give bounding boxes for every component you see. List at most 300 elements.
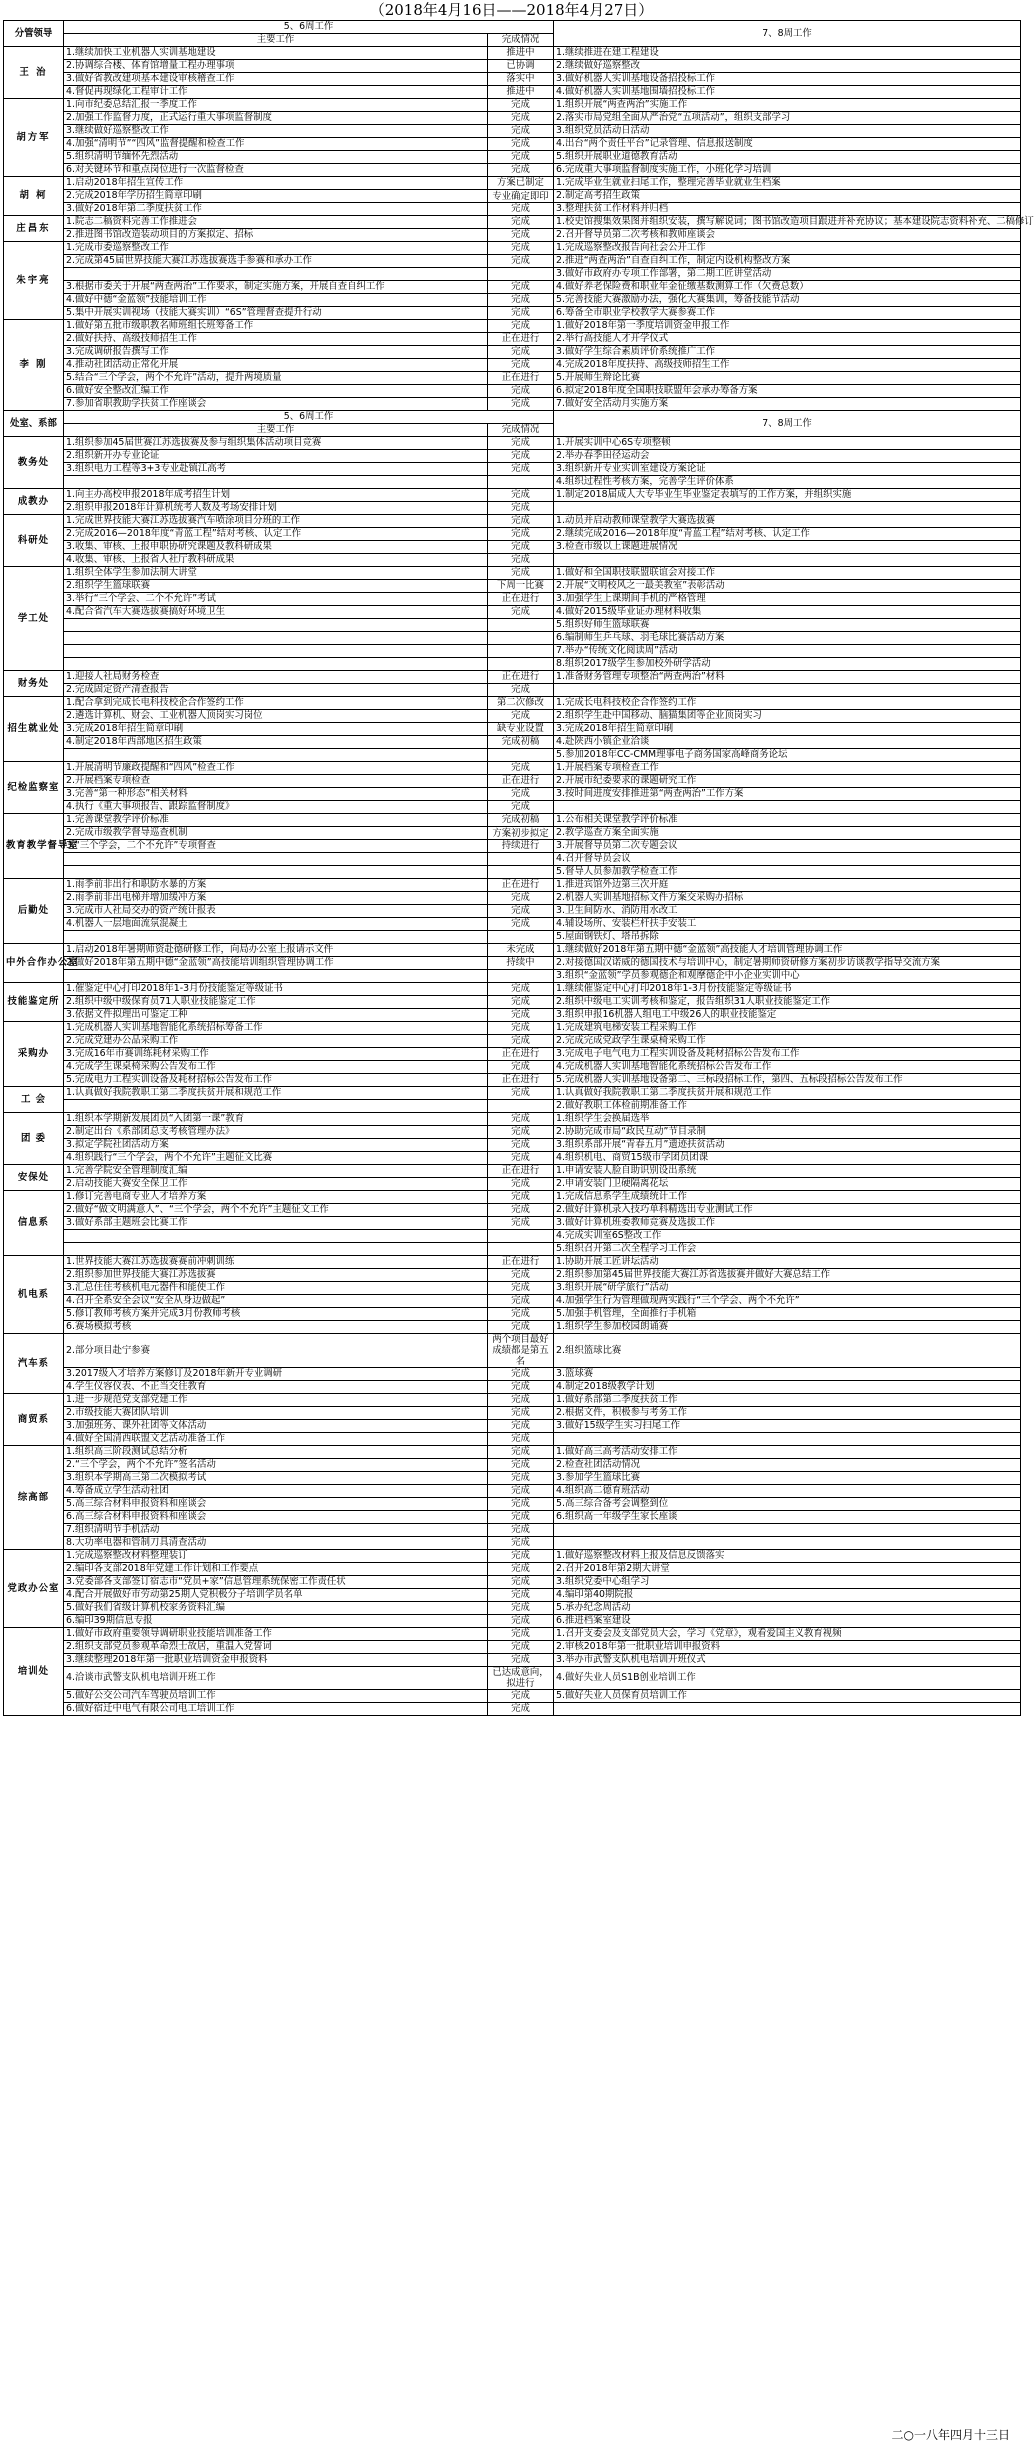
table-row xyxy=(4,138,1021,151)
weeks-56-header: 5、6周工作 xyxy=(64,411,554,424)
work-item-56: 2.组织新开办专业论证 xyxy=(64,450,488,463)
table-row xyxy=(4,1308,1021,1321)
work-item-78: 1.做好系部第二季度扶贫工作 xyxy=(554,1394,1021,1407)
work-item-56: 4.做好中德“金蓝领”技能培训工作 xyxy=(64,294,488,307)
table-row xyxy=(4,60,1021,73)
table-row xyxy=(4,1061,1021,1074)
work-item-56 xyxy=(64,632,488,645)
status-cell: 完成 xyxy=(488,905,554,918)
work-item-56: 1.启动2018年招生宣传工作 xyxy=(64,177,488,190)
work-item-56: 3.组织电力工程等3+3专业赴镇江高考 xyxy=(64,463,488,476)
work-item-56: 3.完成市人社局交办的资产统计报表 xyxy=(64,905,488,918)
table-row xyxy=(4,372,1021,385)
work-item-56: 3.做好系部主题班会比赛工作 xyxy=(64,1217,488,1230)
work-item-78 xyxy=(554,1524,1021,1537)
status-cell: 完成 xyxy=(488,1511,554,1524)
work-item-56: 4.完成学生课桌椅采购公告发布工作 xyxy=(64,1061,488,1074)
status-cell: 正在进行 xyxy=(488,593,554,606)
status-cell: 完成 xyxy=(488,1485,554,1498)
work-item-78: 3.参加学生篮球比赛 xyxy=(554,1472,1021,1485)
work-item-56: 2.做好“做文明满意人”、“三个学会，两个不允许”主题征文工作 xyxy=(64,1204,488,1217)
status-cell: 正在进行 xyxy=(488,671,554,684)
status-cell: 完成 xyxy=(488,1446,554,1459)
status-cell: 完成 xyxy=(488,320,554,333)
status-cell: 推进中 xyxy=(488,47,554,60)
table-row xyxy=(4,736,1021,749)
status-cell: 完成 xyxy=(488,398,554,411)
leader-name: 胡方军 xyxy=(4,99,64,177)
work-item-56: 1.迎接人社局财务检查 xyxy=(64,671,488,684)
work-item-56: 2.开展档案专项检查 xyxy=(64,775,488,788)
table-row xyxy=(4,463,1021,476)
status-cell: 完成 xyxy=(488,255,554,268)
work-item-78: 3.组织党委中心组学习 xyxy=(554,1576,1021,1589)
work-item-56: 1.完成世界技能大赛江苏选拔赛汽车喷涂项目分班的工作 xyxy=(64,515,488,528)
status-cell: 完成 xyxy=(488,216,554,229)
work-item-78: 4.组织机电、商贸15级市学团员团课 xyxy=(554,1152,1021,1165)
table-row xyxy=(4,294,1021,307)
status-cell: 完成 xyxy=(488,996,554,1009)
leader-name: 朱宇亮 xyxy=(4,242,64,320)
status-cell: 完成 xyxy=(488,1602,554,1615)
work-item-78: 3.组织系部开展“青春五月”遗迹扶贫活动 xyxy=(554,1139,1021,1152)
work-item-78: 2.继续完成2016—2018年度“青蓝工程”结对考核、认定工作 xyxy=(554,528,1021,541)
status-cell: 完成 xyxy=(488,1269,554,1282)
status-cell xyxy=(488,645,554,658)
status-cell: 方案初步拟定 xyxy=(488,827,554,840)
work-item-78: 5.完善技能大赛激励办法，强化大赛集训，筹备技能节活动 xyxy=(554,294,1021,307)
leader-name: 王 治 xyxy=(4,47,64,99)
table-row xyxy=(4,1628,1021,1641)
work-item-78: 4.组织过程性考核方案，完善学生评价体系 xyxy=(554,476,1021,489)
table-row xyxy=(4,1537,1021,1550)
work-item-56: 5.组织清明节缅怀先烈活动 xyxy=(64,151,488,164)
table-row xyxy=(4,814,1021,827)
status-cell: 已协调 xyxy=(488,60,554,73)
work-item-78: 7.举办“传统文化阅读周”活动 xyxy=(554,645,1021,658)
status-cell xyxy=(488,970,554,983)
status-cell: 两个项目最好成绩都是第五名 xyxy=(488,1334,554,1368)
work-item-56: 4.召开全系安全会议“安全从身边做起” xyxy=(64,1295,488,1308)
table-row xyxy=(4,281,1021,294)
work-item-56: 6.高三综合材料申报资料和座谈会 xyxy=(64,1511,488,1524)
leader-column-header: 分管领导 xyxy=(4,21,64,47)
table-row xyxy=(4,1667,1021,1690)
work-item-56: 1.催鉴定中心打印2018年1-3月份技能鉴定等级证书 xyxy=(64,983,488,996)
status-cell: 完成 xyxy=(488,1703,554,1716)
status-cell: 完成 xyxy=(488,892,554,905)
status-cell: 完成 xyxy=(488,710,554,723)
work-item-56: 1.完成市委巡察整改工作 xyxy=(64,242,488,255)
work-item-56: 2.完成第45届世界技能大赛江苏选拔赛选手参赛和承办工作 xyxy=(64,255,488,268)
table-row xyxy=(4,1191,1021,1204)
status-cell: 完成 xyxy=(488,1217,554,1230)
table-row xyxy=(4,86,1021,99)
work-item-56: 1.开展清明节廉政提醒和“四风”检查工作 xyxy=(64,762,488,775)
table-row xyxy=(4,1100,1021,1113)
work-item-56: 4.筹备成立学生活动社团 xyxy=(64,1485,488,1498)
status-cell: 完成 xyxy=(488,203,554,216)
status-cell: 完成 xyxy=(488,1576,554,1589)
date-range: （2018年4月16日——2018年4月27日） xyxy=(369,1,654,19)
status-cell: 第二次修改 xyxy=(488,697,554,710)
table-row xyxy=(4,47,1021,60)
table-row xyxy=(4,307,1021,320)
work-item-56: 1.向市纪委总结汇报一季度工作 xyxy=(64,99,488,112)
table-row xyxy=(4,1165,1021,1178)
status-cell: 完成 xyxy=(488,1009,554,1022)
work-item-78: 2.完成完成党政学生课桌椅采购工作 xyxy=(554,1035,1021,1048)
table-row xyxy=(4,1243,1021,1256)
work-item-78: 2.组织参加第45届世界技能大赛江苏省选拔赛并做好大赛总结工作 xyxy=(554,1269,1021,1282)
table-row xyxy=(4,385,1021,398)
status-cell: 完成 xyxy=(488,684,554,697)
table-row xyxy=(4,528,1021,541)
work-item-78: 4.做好机器人实训基地围墙招投标工作 xyxy=(554,86,1021,99)
work-item-78 xyxy=(554,801,1021,814)
status-cell: 完成 xyxy=(488,1537,554,1550)
status-cell: 完成 xyxy=(488,1282,554,1295)
work-item-78: 2.根据文件，积极参与考务工作 xyxy=(554,1407,1021,1420)
work-item-56: 1.组织参加45届世赛江苏选拔赛及参与组织集体活动项目竞赛 xyxy=(64,437,488,450)
work-item-78 xyxy=(554,1537,1021,1550)
work-item-56: 2.雨季前非出电梯并增加缓冲方案 xyxy=(64,892,488,905)
status-cell: 完成 xyxy=(488,1394,554,1407)
work-item-78 xyxy=(554,1703,1021,1716)
work-item-78: 6.编制师生乒乓球、羽毛球比赛活动方案 xyxy=(554,632,1021,645)
table-row xyxy=(4,983,1021,996)
table-row xyxy=(4,125,1021,138)
status-cell: 完成 xyxy=(488,359,554,372)
status-cell: 完成 xyxy=(488,1204,554,1217)
status-cell: 完成 xyxy=(488,1589,554,1602)
work-item-56: 1.完善课堂教学评价标准 xyxy=(64,814,488,827)
status-cell xyxy=(488,853,554,866)
status-cell: 方案已制定 xyxy=(488,177,554,190)
work-item-78: 1.继续推进在建工程建设 xyxy=(554,47,1021,60)
status-cell: 完成 xyxy=(488,1433,554,1446)
work-item-56: 4.加强“清明节”“四风”监督提醒和检查工作 xyxy=(64,138,488,151)
table-row xyxy=(4,1230,1021,1243)
work-item-56: 5.做好公交公司汽车驾驶员培训工作 xyxy=(64,1690,488,1703)
table-row xyxy=(4,1381,1021,1394)
work-item-56: 1.向主办高校申报2018年成考招生计划 xyxy=(64,489,488,502)
work-item-56: 2.编印各支部2018年党建工作计划和工作要点 xyxy=(64,1563,488,1576)
status-cell xyxy=(488,749,554,762)
work-item-78 xyxy=(554,502,1021,515)
work-item-56 xyxy=(64,1100,488,1113)
table-row xyxy=(4,944,1021,957)
department-name: 科研处 xyxy=(4,515,64,567)
department-name: 安保处 xyxy=(4,1165,64,1191)
work-item-56: 3.根据市委关于开展“两查两治”工作要求，制定实施方案，开展自查自纠工作 xyxy=(64,281,488,294)
table-row xyxy=(4,1511,1021,1524)
work-item-78: 3.检查市级以上课题进展情况 xyxy=(554,541,1021,554)
table-row xyxy=(4,255,1021,268)
work-item-78: 1.动员并启动教师课堂教学大赛选拔赛 xyxy=(554,515,1021,528)
work-item-56: 2.完成2016—2018年度“青蓝工程”结对考核、认定工作 xyxy=(64,528,488,541)
status-cell: 完成 xyxy=(488,1321,554,1334)
work-item-56: 3.2017级入才培养方案修订及2018年新开专业调研 xyxy=(64,1368,488,1381)
status-cell: 完成 xyxy=(488,1459,554,1472)
status-cell: 未完成 xyxy=(488,944,554,957)
status-cell: 完成 xyxy=(488,1407,554,1420)
department-name: 团 委 xyxy=(4,1113,64,1165)
work-item-78: 2.举行高技能人才开学仪式 xyxy=(554,333,1021,346)
work-item-56 xyxy=(64,619,488,632)
status-cell: 完成 xyxy=(488,1563,554,1576)
table-row xyxy=(4,268,1021,281)
status-cell: 持续进行 xyxy=(488,840,554,853)
table-row xyxy=(4,1074,1021,1087)
table-row xyxy=(4,112,1021,125)
work-item-56: 2.制定出台《系部团总支考核管理办法》 xyxy=(64,1126,488,1139)
work-item-56 xyxy=(64,1243,488,1256)
work-item-78: 1.完成巡察整改报告向社会公开工作 xyxy=(554,242,1021,255)
table-row xyxy=(4,177,1021,190)
work-item-56: 4.执行《重大事项报告、跟踪监督制度》 xyxy=(64,801,488,814)
table-row xyxy=(4,151,1021,164)
work-item-56: 2.完成固定资产清查报告 xyxy=(64,684,488,697)
table-row xyxy=(4,827,1021,840)
status-cell: 完成 xyxy=(488,1022,554,1035)
work-item-56: 1.世界技能大赛江苏选拔赛赛前冲刺训练 xyxy=(64,1256,488,1269)
status-header: 完成情况 xyxy=(488,424,554,437)
work-item-56: 1.完成机器人实训基地智能化系统招标筹备工作 xyxy=(64,1022,488,1035)
status-cell: 完成 xyxy=(488,1550,554,1563)
work-item-78: 5.承办纪念周活动 xyxy=(554,1602,1021,1615)
table-row xyxy=(4,1498,1021,1511)
status-cell xyxy=(488,619,554,632)
department-name: 后勤处 xyxy=(4,879,64,944)
work-item-78: 2.举办春季田径运动会 xyxy=(554,450,1021,463)
work-item-78: 4.完成机器人实训基地智能化系统招标公告发布工作 xyxy=(554,1061,1021,1074)
department-name: 中外合作办公室 xyxy=(4,944,64,983)
work-item-78: 2.组织学生赴中国移动、脑猫集团等企业顶岗实习 xyxy=(554,710,1021,723)
table-row xyxy=(4,658,1021,671)
leader-name: 李 刚 xyxy=(4,320,64,411)
work-item-78: 2.申请安装门卫硬隔离花坛 xyxy=(554,1178,1021,1191)
table-row xyxy=(4,73,1021,86)
weeks-78-header: 7、8周工作 xyxy=(554,21,1021,47)
work-item-78: 1.推进宾馆外边第三次开庭 xyxy=(554,879,1021,892)
work-item-56: 8.大功率电器和管制刀具清查活动 xyxy=(64,1537,488,1550)
work-item-78: 6.筹备全市职业学校教学大赛参赛工作 xyxy=(554,307,1021,320)
table-row xyxy=(4,1126,1021,1139)
work-item-56: 3.做好2018年第二季度扶贫工作 xyxy=(64,203,488,216)
department-name: 教务处 xyxy=(4,437,64,489)
department-name: 综高部 xyxy=(4,1446,64,1550)
status-cell: 完成 xyxy=(488,1126,554,1139)
table-row xyxy=(4,1204,1021,1217)
work-item-78: 6.组织高一年级学生家长座谈 xyxy=(554,1511,1021,1524)
status-cell xyxy=(488,476,554,489)
work-item-56 xyxy=(64,476,488,489)
status-cell: 完成 xyxy=(488,1524,554,1537)
table-row xyxy=(4,580,1021,593)
status-cell: 正在进行 xyxy=(488,1165,554,1178)
work-item-56: 2.启动技能大赛安全保卫工作 xyxy=(64,1178,488,1191)
leader-name: 庄昌东 xyxy=(4,216,64,242)
work-item-56: 1.继续加快工业机器人实训基地建设 xyxy=(64,47,488,60)
table-row xyxy=(4,957,1021,970)
department-name: 汽车系 xyxy=(4,1334,64,1394)
status-cell: 完成 xyxy=(488,1035,554,1048)
status-cell: 完成 xyxy=(488,281,554,294)
department-name: 招生就业处 xyxy=(4,697,64,762)
status-header: 完成情况 xyxy=(488,34,554,47)
status-cell xyxy=(488,931,554,944)
work-item-56: 2.做好扶持、高级技师招生工作 xyxy=(64,333,488,346)
status-cell: 完成 xyxy=(488,242,554,255)
work-item-78: 5.参加2018年CC-CMM理事电子商务国家高峰商务论坛 xyxy=(554,749,1021,762)
status-cell: 完成 xyxy=(488,138,554,151)
status-cell: 完成初稿 xyxy=(488,736,554,749)
work-item-78: 5.屋面钢铁灯、塔吊拆除 xyxy=(554,931,1021,944)
work-item-78: 4.召开督导员会议 xyxy=(554,853,1021,866)
table-row xyxy=(4,1690,1021,1703)
status-cell: 完成 xyxy=(488,528,554,541)
work-item-56: 1.进一步规范党支部党建工作 xyxy=(64,1394,488,1407)
work-item-56: 3.继续整理2018年第一批职业培训资金申报资料 xyxy=(64,1654,488,1667)
table-row xyxy=(4,515,1021,528)
status-cell: 完成 xyxy=(488,307,554,320)
table-row xyxy=(4,931,1021,944)
work-item-78: 1.组织开展“两查两治”实施工作 xyxy=(554,99,1021,112)
work-item-78: 1.协助开展工匠讲坛活动 xyxy=(554,1256,1021,1269)
status-cell xyxy=(488,658,554,671)
work-item-78: 3.组织新开专业实训室建设方案论证 xyxy=(554,463,1021,476)
work-item-78: 3.卫生间防水、消防用水改工 xyxy=(554,905,1021,918)
status-cell: 完成 xyxy=(488,1472,554,1485)
work-item-56: 5.完成电力工程实训设备及耗材招标公告发布工作 xyxy=(64,1074,488,1087)
work-item-78: 1.组织学生会换届选举 xyxy=(554,1113,1021,1126)
status-cell: 完成 xyxy=(488,385,554,398)
work-item-56: 3.完成2018年招生简章印刷 xyxy=(64,723,488,736)
table-row xyxy=(4,1282,1021,1295)
work-item-56: 3.依据文件拟理出可鉴定工种 xyxy=(64,1009,488,1022)
work-item-78: 1.做好巡察整改材料上报及信息反馈落实 xyxy=(554,1550,1021,1563)
status-cell: 完成 xyxy=(488,801,554,814)
work-item-78: 4.组织高二德育班活动 xyxy=(554,1485,1021,1498)
table-row xyxy=(4,1139,1021,1152)
work-item-56: 2.组织申报2018年计算机统考人数及考场安排计划 xyxy=(64,502,488,515)
status-cell: 完成 xyxy=(488,294,554,307)
header-row xyxy=(4,21,1021,34)
work-item-78: 1.准备财务管理专项整治“两查两治”材料 xyxy=(554,671,1021,684)
status-cell: 完成 xyxy=(488,346,554,359)
work-item-78: 3.完成电子电气电力工程实训设备及耗材招标公告发布工作 xyxy=(554,1048,1021,1061)
status-cell xyxy=(488,632,554,645)
status-cell: 完成 xyxy=(488,450,554,463)
work-item-78: 5.开展师生辩论比赛 xyxy=(554,372,1021,385)
table-row xyxy=(4,684,1021,697)
work-item-78: 4.完成实训室6S整改工作 xyxy=(554,1230,1021,1243)
work-item-78: 4.辅设场所、安装栏杆扶手安装工 xyxy=(554,918,1021,931)
work-item-78: 4.赴陕西小镇企业洽谈 xyxy=(554,736,1021,749)
work-item-78: 6.拟定2018年度全国职技联盟年会承办筹备方案 xyxy=(554,385,1021,398)
work-item-78: 1.申请安装人脸自助识别设出系统 xyxy=(554,1165,1021,1178)
table-row xyxy=(4,1394,1021,1407)
work-item-78: 3.举办市武警支队机电培训开班仪式 xyxy=(554,1654,1021,1667)
table-row xyxy=(4,242,1021,255)
work-item-78: 1.组织学生参加校园朗诵赛 xyxy=(554,1321,1021,1334)
work-item-78: 2.做好计算机录入技巧单科精选出专业测试工作 xyxy=(554,1204,1021,1217)
department-name: 信息系 xyxy=(4,1191,64,1256)
work-item-78: 1.继续催鉴定中心打印2018年1-3月份技能鉴定等级证书 xyxy=(554,983,1021,996)
table-row xyxy=(4,1641,1021,1654)
work-item-78: 3.完成2018年招生简章印刷 xyxy=(554,723,1021,736)
work-item-78: 3.按时间进度安排推进第“两查两治”工作方案 xyxy=(554,788,1021,801)
work-item-56: 1.完成巡察整改材料整理装订 xyxy=(64,1550,488,1563)
table-row xyxy=(4,346,1021,359)
table-row xyxy=(4,788,1021,801)
status-cell: 完成 xyxy=(488,1178,554,1191)
status-cell: 完成 xyxy=(488,1191,554,1204)
work-item-56: 7.参加省职教助学扶贫工作座谈会 xyxy=(64,398,488,411)
work-item-78: 6.推进档案室建设 xyxy=(554,1615,1021,1628)
work-item-78: 4.加强学生行为管理做现两实践行“三个学会、两个不允许” xyxy=(554,1295,1021,1308)
table-row xyxy=(4,1048,1021,1061)
work-item-56: 3.组织本学期高三第二次模拟考试 xyxy=(64,1472,488,1485)
work-item-78: 3.组织“金蓝领”学员参观德企和观摩德企中小企业实训中心 xyxy=(554,970,1021,983)
work-item-56: 3.继续做好巡察整改工作 xyxy=(64,125,488,138)
status-cell: 完成 xyxy=(488,164,554,177)
status-cell: 完成 xyxy=(488,1420,554,1433)
status-cell: 完成 xyxy=(488,606,554,619)
work-item-56: 6.编印39期信息专报 xyxy=(64,1615,488,1628)
work-item-56: 1.组织本学期新发展团员“入团第一课”教育 xyxy=(64,1113,488,1126)
table-row xyxy=(4,996,1021,1009)
work-item-56: 3.收集、审核、上报申职协研究课题及教科研成果 xyxy=(64,541,488,554)
weeks-56-header: 5、6周工作 xyxy=(64,21,554,34)
department-name: 技能鉴定所 xyxy=(4,983,64,1022)
status-cell: 正在进行 xyxy=(488,333,554,346)
work-item-56: 3.做好省教改建项基本建设审核稽查工作 xyxy=(64,73,488,86)
table-row xyxy=(4,1035,1021,1048)
status-cell: 完成 xyxy=(488,983,554,996)
work-item-56: 3.党委部各支部签订宿志市“党员+家”信息管理系统保密工作责任状 xyxy=(64,1576,488,1589)
main-work-header: 主要工作 xyxy=(64,34,488,47)
table-row xyxy=(4,190,1021,203)
status-cell xyxy=(488,1100,554,1113)
status-cell: 完成 xyxy=(488,112,554,125)
footer-date: 二○一八年四月十三日 xyxy=(891,2428,1010,2442)
table-row xyxy=(4,905,1021,918)
work-item-56: 4.洽谈市武警支队机电培训开班工作 xyxy=(64,1667,488,1690)
work-item-78: 2.开展“文明校风之一最美教室”表彰活动 xyxy=(554,580,1021,593)
work-item-56: 1.做好市政府重要领导调研职业技能培训准备工作 xyxy=(64,1628,488,1641)
status-cell: 完成 xyxy=(488,1615,554,1628)
main-work-header: 主要工作 xyxy=(64,424,488,437)
work-item-56: 2.完成市级教学督导巡查机制 xyxy=(64,827,488,840)
work-item-56: 5.集中开展实训视场（技能大赛实训）“6S”管理督查提升行动 xyxy=(64,307,488,320)
table-row xyxy=(4,1295,1021,1308)
status-cell: 正在进行 xyxy=(488,775,554,788)
work-item-56 xyxy=(64,1230,488,1243)
table-row xyxy=(4,476,1021,489)
work-item-56 xyxy=(64,645,488,658)
table-row xyxy=(4,632,1021,645)
table-row xyxy=(4,164,1021,177)
work-item-56 xyxy=(64,658,488,671)
work-item-56: 1.启动2018年暑期师资赴德研修工作，向局办公室上报请示文件 xyxy=(64,944,488,957)
status-cell: 完成 xyxy=(488,1368,554,1381)
work-item-56: 4.制定2018年西部地区招生政策 xyxy=(64,736,488,749)
work-item-78 xyxy=(554,684,1021,697)
status-cell: 推进中 xyxy=(488,86,554,99)
work-item-56: 4.学生仪容仪表、不正当交往教育 xyxy=(64,1381,488,1394)
